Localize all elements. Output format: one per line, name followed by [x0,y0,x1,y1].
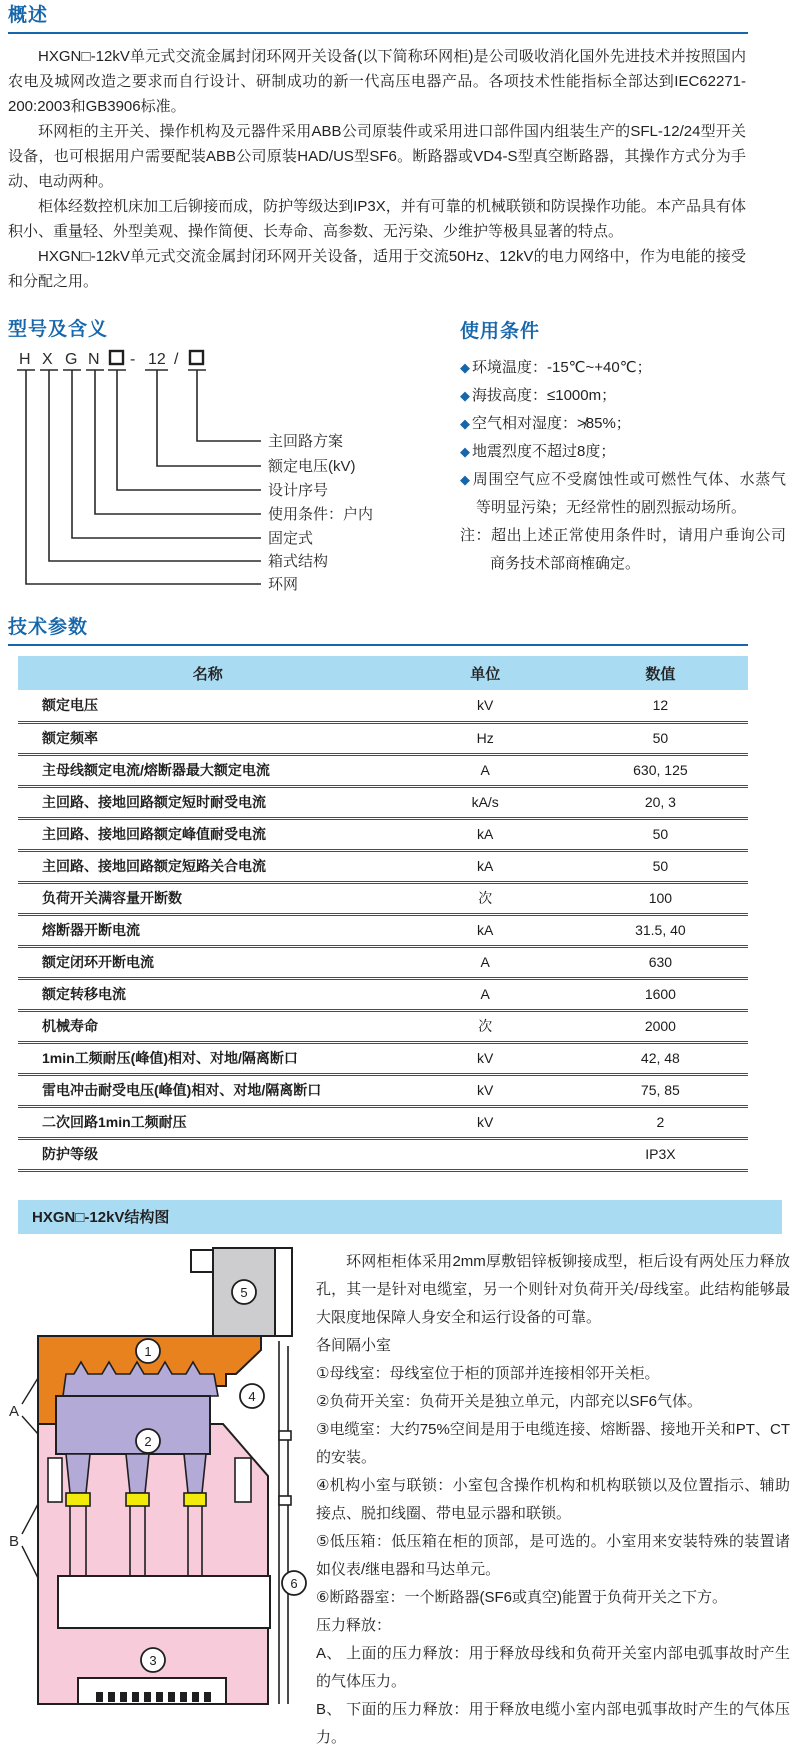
cabinet-shapes [22,1248,292,1704]
table-row [18,1010,748,1042]
param-name: 负荷开关满容量开断数 [18,882,398,914]
model-code-char: X [42,351,53,368]
side-label-a: A [9,1402,20,1420]
model-label: 环网 [268,576,299,593]
model-title: 型号及含义 [8,319,109,340]
model-conditions-section [8,318,792,600]
model-code-char: 12 [148,351,166,368]
overview-paragraph: 环网柜的主开关、操作机构及元器件采用ABB公司原装件或采用进口部件国内组装生产的SFL-12/24型开关设备，也可根据用户需要配装ABB公司原装HAD/US型SF6。断路器或VD4-S型真空断路器，其操作方式分为手动、电动两种。 [8,123,746,190]
table-row [18,754,748,786]
param-unit: A [398,946,573,978]
param-value: 2 [573,1106,748,1138]
cabinet-cross-section-diagram [8,1246,310,1706]
structure-section [8,1200,792,1752]
model-code-char: N [88,351,100,368]
param-value: 50 [573,722,748,754]
compartment-item: ⑥断路器室：一个断路器(SF6或真空)能置于负荷开关之下方。 [316,1588,727,1606]
condition-item [460,354,786,382]
condition-text: 周围空气应不受腐蚀性或可燃性气体、水蒸气等明显污染；无经常性的剧烈振动场所。 [472,471,786,516]
param-value: 1600 [573,978,748,1010]
param-value: 50 [573,850,748,882]
pressure-pointer-b [22,1504,38,1578]
table-row [18,1074,748,1106]
model-designation-diagram [8,348,448,600]
pressure-heading: 压力释放： [316,1616,392,1634]
model-blank-square [110,351,123,364]
condition-text: 环境温度：-15℃~+40℃； [472,359,652,376]
condition-item [460,438,786,466]
compartment-item: ④机构小室与联锁：小室包含操作机构和机构联锁以及位置指示、辅助接点、脱扣线圈、带电显示器和联锁。 [316,1476,790,1522]
param-name: 熔断器开断电流 [18,914,398,946]
param-value: IP3X [573,1138,748,1170]
model-leader-lines [17,370,261,584]
diamond-bullet-icon: ◆ [460,472,471,487]
conditions-title: 使用条件 [460,321,541,342]
table-row [18,882,748,914]
param-value: 2000 [573,1010,748,1042]
compartment-item: ⑤低压箱：低压箱在柜的顶部，是可选的。小室用来安装特殊的装置诸如仪表/继电器和马达单元。 [316,1532,790,1578]
callout-number: 5 [240,1284,248,1300]
service-conditions-block [460,318,792,600]
diamond-bullet-icon: ◆ [460,388,470,403]
table-row [18,786,748,818]
param-name: 主回路、接地回路额定短路关合电流 [18,850,398,882]
top-duct [191,1250,213,1272]
condition-item [460,466,786,522]
model-label: 固定式 [268,530,314,547]
param-name: 主回路、接地回路额定峰值耐受电流 [18,818,398,850]
diamond-bullet-icon: ◆ [460,360,470,375]
wall-knob [279,1496,291,1505]
structure-diagram-column [8,1246,310,1752]
model-code-char: H [19,351,31,368]
param-unit: kV [398,1042,573,1074]
model-label: 额定电压(kV) [268,458,356,475]
param-name: 机械寿命 [18,1010,398,1042]
condition-text: 海拔高度：≤1000m； [472,387,617,404]
overview-paragraph: HXGN□-12kV单元式交流金属封闭环网开关设备，适用于交流50Hz、12kV的电力网络中，作为电能的接受和分配之用。 [8,248,746,290]
top-right-duct [275,1248,292,1336]
fuse-block [66,1493,90,1506]
callout-number: 2 [144,1433,152,1449]
param-value: 20, 3 [573,786,748,818]
side-label-b: B [9,1532,20,1550]
param-unit: Hz [398,722,573,754]
table-row [18,850,748,882]
column-header-name: 名称 [18,656,398,690]
param-unit: kA [398,850,573,882]
fuse-block [184,1493,206,1506]
param-name: 主回路、接地回路额定短时耐受电流 [18,786,398,818]
structure-band-title: HXGN□-12kV结构图 [18,1200,782,1234]
param-unit: kA [398,818,573,850]
overview-title: 概述 [8,4,748,34]
callout-number: 3 [149,1652,157,1668]
column-header-unit: 单位 [398,656,573,690]
model-code-char: / [174,351,179,368]
overview-paragraph: 柜体经数控机床加工后铆接而成，防护等级达到IP3X，并有可靠的机械联锁和防误操作功能。本产品具有体积小、重量轻、外型美观、操作简便、长寿命、高参数、无污染、少维护等极具显著的特点。 [8,198,746,240]
param-value: 100 [573,882,748,914]
diamond-bullet-icon: ◆ [460,416,470,431]
param-unit [398,1138,573,1170]
param-unit: kV [398,1074,573,1106]
overview-section [8,4,792,294]
param-unit: 次 [398,882,573,914]
load-switch-region [56,1396,210,1454]
right-clamp [235,1458,251,1502]
structure-intro: 环网柜柜体采用2mm厚敷铝锌板铆接成型，柜后设有两处压力释放孔，其一是针对电缆室，另一个则针对负荷开关/母线室。此结构能够最大限度地保障人身安全和运行设备的可靠。 [316,1252,790,1326]
param-name: 1min工频耐压(峰值)相对、对地/隔离断口 [18,1042,398,1074]
parameters-table [18,656,748,1172]
switch-prong [126,1454,149,1493]
table-row [18,690,748,722]
diagram-side-labels [9,1403,19,1550]
structure-content [8,1246,792,1752]
param-value: 31.5, 40 [573,914,748,946]
model-designation-block [8,318,460,600]
model-label: 使用条件：户内 [268,506,374,523]
table-row [18,722,748,754]
model-code-char: - [130,351,136,368]
compartment-item: ①母线室：母线室位于柜的顶部并连接相邻开关柜。 [316,1364,660,1382]
param-unit: kA [398,914,573,946]
param-unit: kV [398,1106,573,1138]
pressure-item: B、 下面的压力释放：用于释放电缆小室内部电弧事故时产生的气体压力。 [316,1700,790,1746]
param-name: 额定转移电流 [18,978,398,1010]
param-value: 42, 48 [573,1042,748,1074]
condition-item [460,410,786,438]
table-row [18,1042,748,1074]
model-label: 主回路方案 [268,433,344,450]
param-unit: A [398,978,573,1010]
callout-number: 4 [248,1388,256,1404]
compartment-item: ③电缆室：大约75%空间是用于电缆连接、熔断器、接地开关和PT、CT的安装。 [316,1420,790,1466]
structure-text-column [310,1246,792,1752]
conditions-list [460,354,792,522]
callout-number: 1 [144,1343,152,1359]
model-label-column [268,433,373,593]
model-code-row [19,351,203,368]
param-value: 12 [573,690,748,722]
table-row [18,818,748,850]
param-name: 额定频率 [18,722,398,754]
overview-paragraph: HXGN□-12kV单元式交流金属封闭环网开关设备(以下简称环网柜)是公司吸收消化国外先进技术并按照国内农电及城网改造之要求而自行设计、研制成功的新一代高压电器产品。各项技术性能指标全部达到IEC62271-200:2003和GB3906标准。 [8,48,746,115]
parameters-title: 技术参数 [8,616,748,646]
param-unit: 次 [398,1010,573,1042]
pressure-item: A、 上面的压力释放：用于释放母线和负荷开关室内部电弧事故时产生的气体压力。 [316,1644,790,1690]
param-name: 额定电压 [18,690,398,722]
model-label: 箱式结构 [268,553,329,570]
compartments-heading: 各间隔小室 [316,1336,392,1354]
diamond-bullet-icon: ◆ [460,444,470,459]
table-row [18,1106,748,1138]
condition-text: 地震烈度不超过8度； [472,443,616,460]
table-row [18,914,748,946]
table-row [18,978,748,1010]
fuse-block [126,1493,149,1506]
cable-cutout [58,1576,270,1628]
left-clamp [48,1458,62,1502]
condition-text: 空气相对湿度：≯85%； [472,415,631,432]
switch-prong [66,1454,90,1493]
header-row [18,656,748,690]
overview-paragraphs [8,44,746,294]
param-unit: kV [398,690,573,722]
param-unit: kA/s [398,786,573,818]
param-name: 主母线额定电流/熔断器最大额定电流 [18,754,398,786]
compartment-item: ②负荷开关室：负荷开关是独立单元，内部充以SF6气体。 [316,1392,702,1410]
param-name: 防护等级 [18,1138,398,1170]
table-row [18,1138,748,1170]
param-value: 75, 85 [573,1074,748,1106]
param-name: 二次回路1min工频耐压 [18,1106,398,1138]
parameters-table-head [18,656,748,690]
parameters-section [8,616,792,1172]
param-value: 630 [573,946,748,978]
param-value: 50 [573,818,748,850]
parameters-table-body [18,690,748,1170]
param-unit: A [398,754,573,786]
table-row [18,946,748,978]
model-label: 设计序号 [268,482,329,499]
param-value: 630, 125 [573,754,748,786]
column-header-value: 数值 [573,656,748,690]
param-name: 雷电冲击耐受电压(峰值)相对、对地/隔离断口 [18,1074,398,1106]
model-blank-square [190,351,203,364]
conditions-note: 注：超出上述正常使用条件时，请用户垂询公司商务技术部商榷确定。 [460,527,786,572]
param-name: 额定闭环开断电流 [18,946,398,978]
condition-item [460,382,786,410]
wall-knob [279,1431,291,1440]
callout-number: 6 [290,1575,298,1591]
pressure-pointer-a [22,1378,38,1434]
switch-prong [184,1454,206,1493]
model-code-char: G [65,351,78,368]
